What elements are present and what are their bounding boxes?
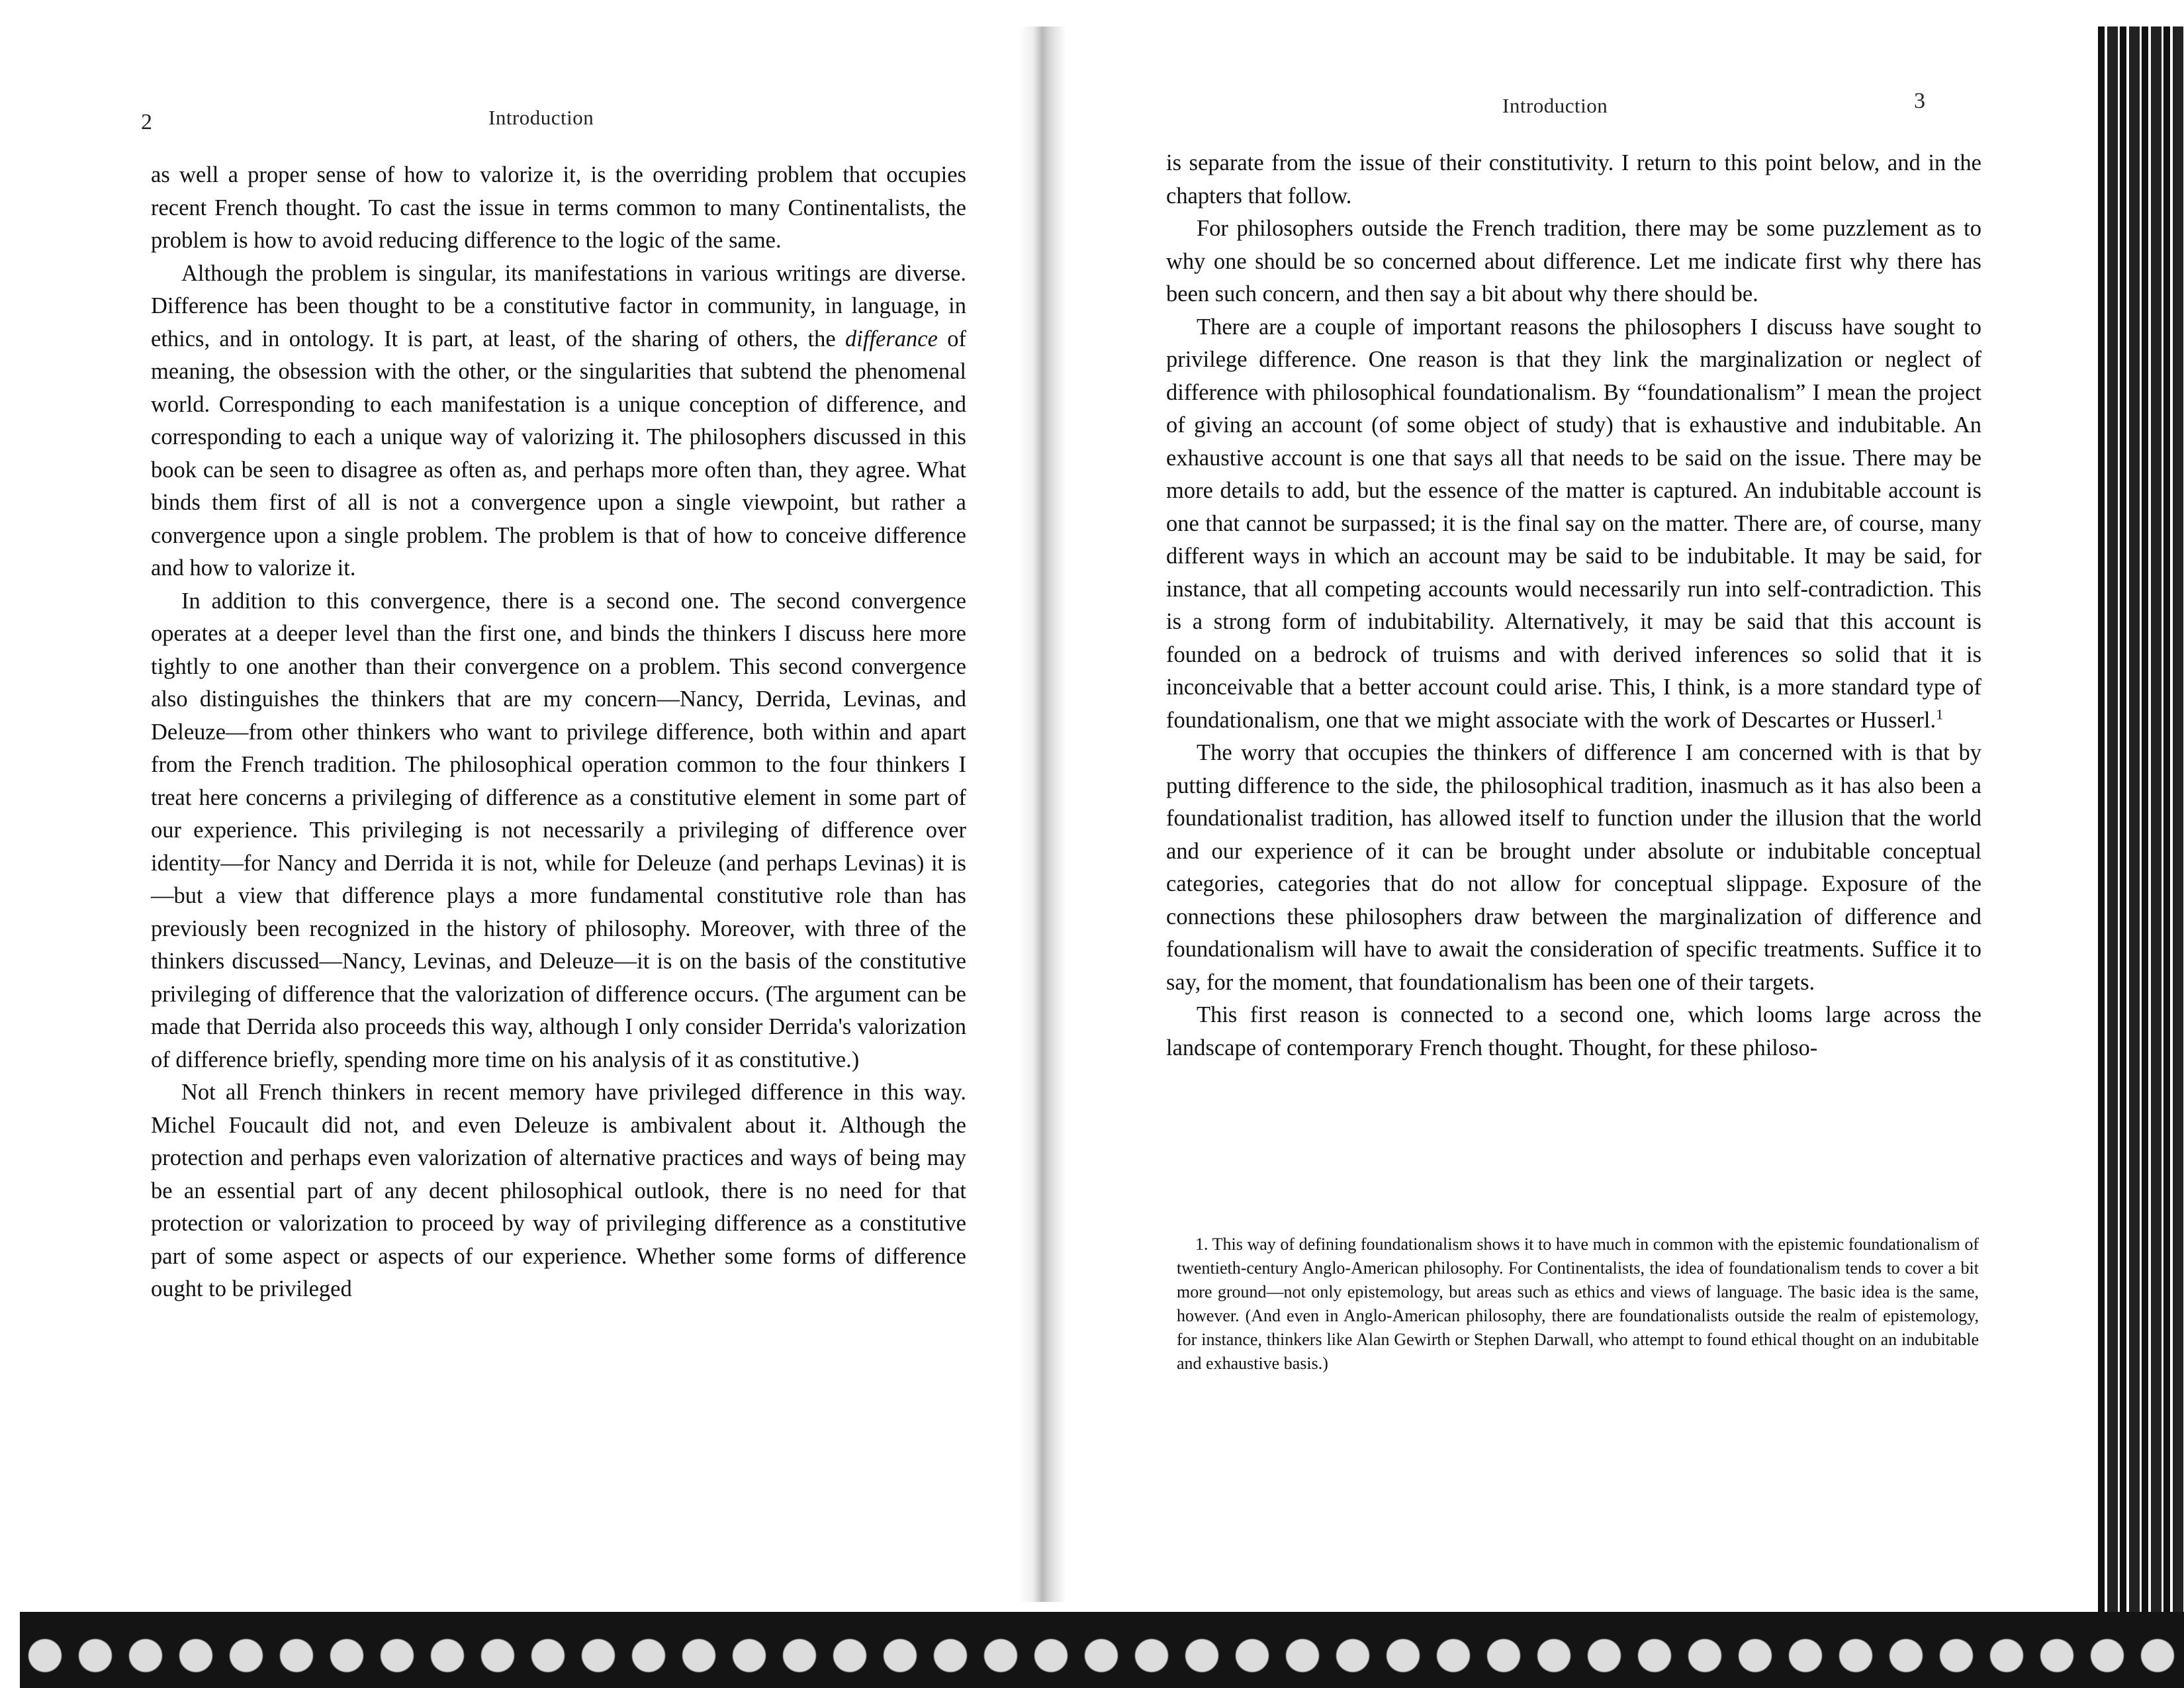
right-page <box>1059 0 2184 1688</box>
body-text <box>1166 147 1981 1064</box>
italic-term: differance <box>845 326 938 352</box>
running-head: Introduction <box>1502 94 1608 117</box>
running-head: Introduction <box>488 106 594 129</box>
paragraph: For philosophers outside the French tradition, there may be some puzzlement as to why one should be so concerned about difference. Let me indicate first why there has been such concern, and then say a bit about why there should be. <box>1166 216 1981 306</box>
paragraph: In addition to this convergence, there is a second one. The second convergence operates at a deeper level than the first one, and binds the thinkers I discuss here more tightly to one another than their convergence on a problem. This second convergence also distinguishes the thinkers that are my concern—Nancy, Derrida, Levinas, and Deleuze—from other thinkers who want to privilege difference, both within and apart from the French tradition. The philosophical operation common to the four thinkers I treat here concerns a privileging of difference as a constitutive element in some part of our experience. This privileging is not necessarily a privileging of difference over identity—for Nancy and Derrida it is not, while for Deleuze (and perhaps Levinas) it is—but a view that difference plays a more fundamental constitutive role than has previously been recognized in the history of philosophy. Moreover, with three of the thinkers discussed—Nancy, Levinas, and Deleuze—it is on the basis of the constitutive privileging of difference that the valorization of difference occurs. (The argument can be made that Derrida also proceeds this way, although I only consider Derrida's valorization of difference briefly, spending more time on his analysis of it as constitutive.) <box>151 588 966 1072</box>
paragraph: There are a couple of important reasons the philosophers I discuss have sought to privilege difference. One reason is that they link the marginalization or neglect of difference with philosophical foundationalism. By “foundationalism” I mean the project of giving an account (of some object of study) that is exhaustive and indubitable. An exhaustive account is one that says all that needs to be said on the issue. There may be more details to add, but the essence of the matter is captured. An indubitable account is one that cannot be surpassed; it is the final say on the matter. There are, of course, many different ways in which an account may be said to be indubitable. It may be said, for instance, that all competing accounts would necessarily run into self-contradiction. This is a strong form of indubitability. Alternatively, it may be said that this account is founded on a bedrock of truisms and with derived inferences so solid that it is inconceivable that a better account could arise. This, I think, is a more standard type of foundationalism, one that we might associate with the work of Descartes or Husserl.$^1$ <box>1166 314 1981 733</box>
footnote-text: 1. This way of defining foundationalism shows it to have much in common with the epistemic foundationalism of twentieth-century Anglo-American philosophy. For Continentalists, the idea of foundationalism tends to cover a bit more ground—not only epistemology, but areas such as ethics and views of language. The basic idea is the same, however. (And even in Anglo-American philosophy, there are foundationalists outside the realm of epistemology, for instance, thinkers like Alan Gewirth or Stephen Darwall, who attempt to found ethical thought on an indubitable and exhaustive basis.) <box>1177 1235 1979 1373</box>
paragraph: This first reason is connected to a second one, which looms large across the landscape of contemporary French thought. Thought, for these philoso- <box>1166 1002 1981 1060</box>
footnote <box>1177 1233 1979 1376</box>
paragraph: is separate from the issue of their constitutivity. I return to this point below, and in the chapters that follow. <box>1166 150 1981 209</box>
left-page <box>0 0 1046 1688</box>
paragraph: Although the problem is singular, its manifestations in various writings are diverse. Difference has been thought to be a constitutive factor in community, in language, in ethics, and in ontology. It is part, at least, of the sharing of others, the differance of meaning, the obsession with the other, or the singularities that subtend the phenomenal world. Corresponding to each manifestation is a unique conception of difference, and corresponding to each a unique way of valorizing it. The philosophers discussed in this book can be seen to disagree as often as, and perhaps more often than, they agree. What binds them first of all is not a convergence upon a single viewpoint, but rather a convergence upon a single problem. The problem is that of how to conceive difference and how to valorize it. <box>151 260 966 581</box>
paragraph: Not all French thinkers in recent memory have privileged difference in this way. Michel Foucault did not, and even Deleuze is ambivalent about it. Although the protection and perhaps even valorization of alternative practices and ways of being may be an essential part of any decent philosophical outlook, there is no need for that protection or valorization to proceed by way of privileging difference as a constitutive part of some aspect or aspects of our experience. Whether some forms of difference ought to be privileged <box>151 1080 966 1301</box>
paragraph: The worry that occupies the thinkers of difference I am concerned with is that by putting difference to the side, the philosophical tradition, inasmuch as it has also been a foundationalist tradition, has allowed itself to function under the illusion that the world and our experience of it can be brought under absolute or indubitable conceptual categories, categories that do not allow for conceptual slippage. Exposure of the connections these philosophers draw between the marginalization of difference and foundationalism will have to await the consideration of specific treatments. Suffice it to say, for the moment, that foundationalism has been one of their targets. <box>1166 740 1981 995</box>
footnote-marker: 1 <box>1936 706 1944 722</box>
page-number: 3 <box>1914 89 1925 113</box>
paragraph: as well a proper sense of how to valorize it, is the overriding problem that occupies recent French thought. To cast the issue in terms common to many Continentalists, the problem is how to avoid reducing difference to the logic of the same. <box>151 162 966 253</box>
body-text <box>151 159 966 1306</box>
page-number: 2 <box>141 110 152 134</box>
